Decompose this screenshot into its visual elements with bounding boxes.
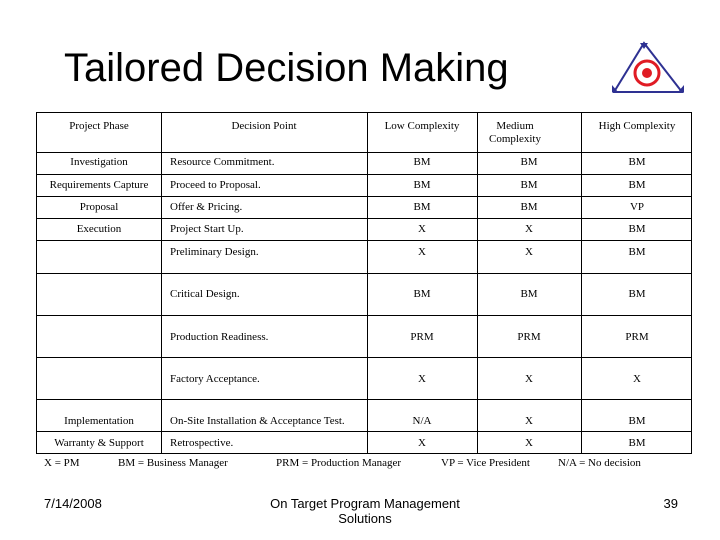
footer-date: 7/14/2008 <box>44 496 102 511</box>
row-medium: X <box>525 415 533 427</box>
row-low: X <box>418 437 426 449</box>
row-medium: X <box>525 437 533 449</box>
row-high: BM <box>628 415 646 427</box>
page-number: 39 <box>663 496 678 511</box>
row-phase: Proposal <box>79 201 119 213</box>
decision-table <box>36 112 692 454</box>
footer-company-line2: Solutions <box>338 511 392 526</box>
row-phase: Requirements Capture <box>49 179 149 191</box>
row-medium: BM <box>520 156 538 168</box>
header-low-complexity: Low Complexity <box>384 120 460 132</box>
row-decision-point: On-Site Installation & Acceptance Test. <box>170 415 345 427</box>
row-medium: BM <box>520 201 538 213</box>
row-decision-point: Project Start Up. <box>170 223 244 235</box>
row-decision-point: Retrospective. <box>170 437 234 449</box>
header-medium-complexity: Medium Complexity <box>489 120 541 145</box>
legend-na: N/A = No decision <box>558 457 641 469</box>
row-medium: BM <box>520 179 538 191</box>
slide-title: Tailored Decision Making <box>64 46 509 90</box>
row-phase: Warranty & Support <box>54 437 144 449</box>
header-project-phase: Project Phase <box>69 120 129 132</box>
header-decision-point: Decision Point <box>231 120 297 132</box>
target-triangle-logo-icon <box>610 40 686 100</box>
footer-company-line1: On Target Program Management <box>270 496 460 511</box>
legend-prm: PRM = Production Manager <box>276 457 402 469</box>
row-high: BM <box>628 223 646 235</box>
row-low: N/A <box>412 415 432 427</box>
header-high-complexity: High Complexity <box>598 120 676 132</box>
row-medium: X <box>525 373 533 385</box>
row-high: BM <box>628 156 646 168</box>
row-low: BM <box>413 201 431 213</box>
row-low: X <box>418 246 426 258</box>
row-high: BM <box>628 246 646 258</box>
row-decision-point: Preliminary Design. <box>170 246 259 258</box>
row-decision-point: Offer & Pricing. <box>170 201 243 213</box>
row-high: BM <box>628 179 646 191</box>
row-high: BM <box>628 437 646 449</box>
legend-bm: BM = Business Manager <box>118 457 228 469</box>
footer-company <box>250 496 480 526</box>
row-low: X <box>418 373 426 385</box>
row-high: X <box>633 373 641 385</box>
row-decision-point: Proceed to Proposal. <box>170 179 261 191</box>
row-decision-point: Critical Design. <box>170 288 240 300</box>
row-high: VP <box>629 201 645 213</box>
row-medium: BM <box>520 288 538 300</box>
row-phase: Implementation <box>64 415 134 427</box>
legend-vp: VP = Vice President <box>441 457 530 469</box>
row-medium: X <box>525 223 533 235</box>
row-decision-point: Factory Acceptance. <box>170 373 260 385</box>
row-low: PRM <box>410 331 434 343</box>
legend-pm: X = PM <box>44 457 80 469</box>
row-medium: X <box>525 246 533 258</box>
row-low: BM <box>413 179 431 191</box>
row-phase: Execution <box>76 223 122 235</box>
row-medium: PRM <box>517 331 541 343</box>
row-decision-point: Production Readiness. <box>170 331 269 343</box>
row-low: BM <box>413 288 431 300</box>
row-high: BM <box>628 288 646 300</box>
row-low: X <box>418 223 426 235</box>
row-low: BM <box>413 156 431 168</box>
row-decision-point: Resource Commitment. <box>170 156 275 168</box>
row-phase: Investigation <box>70 156 128 168</box>
row-high: PRM <box>625 331 649 343</box>
